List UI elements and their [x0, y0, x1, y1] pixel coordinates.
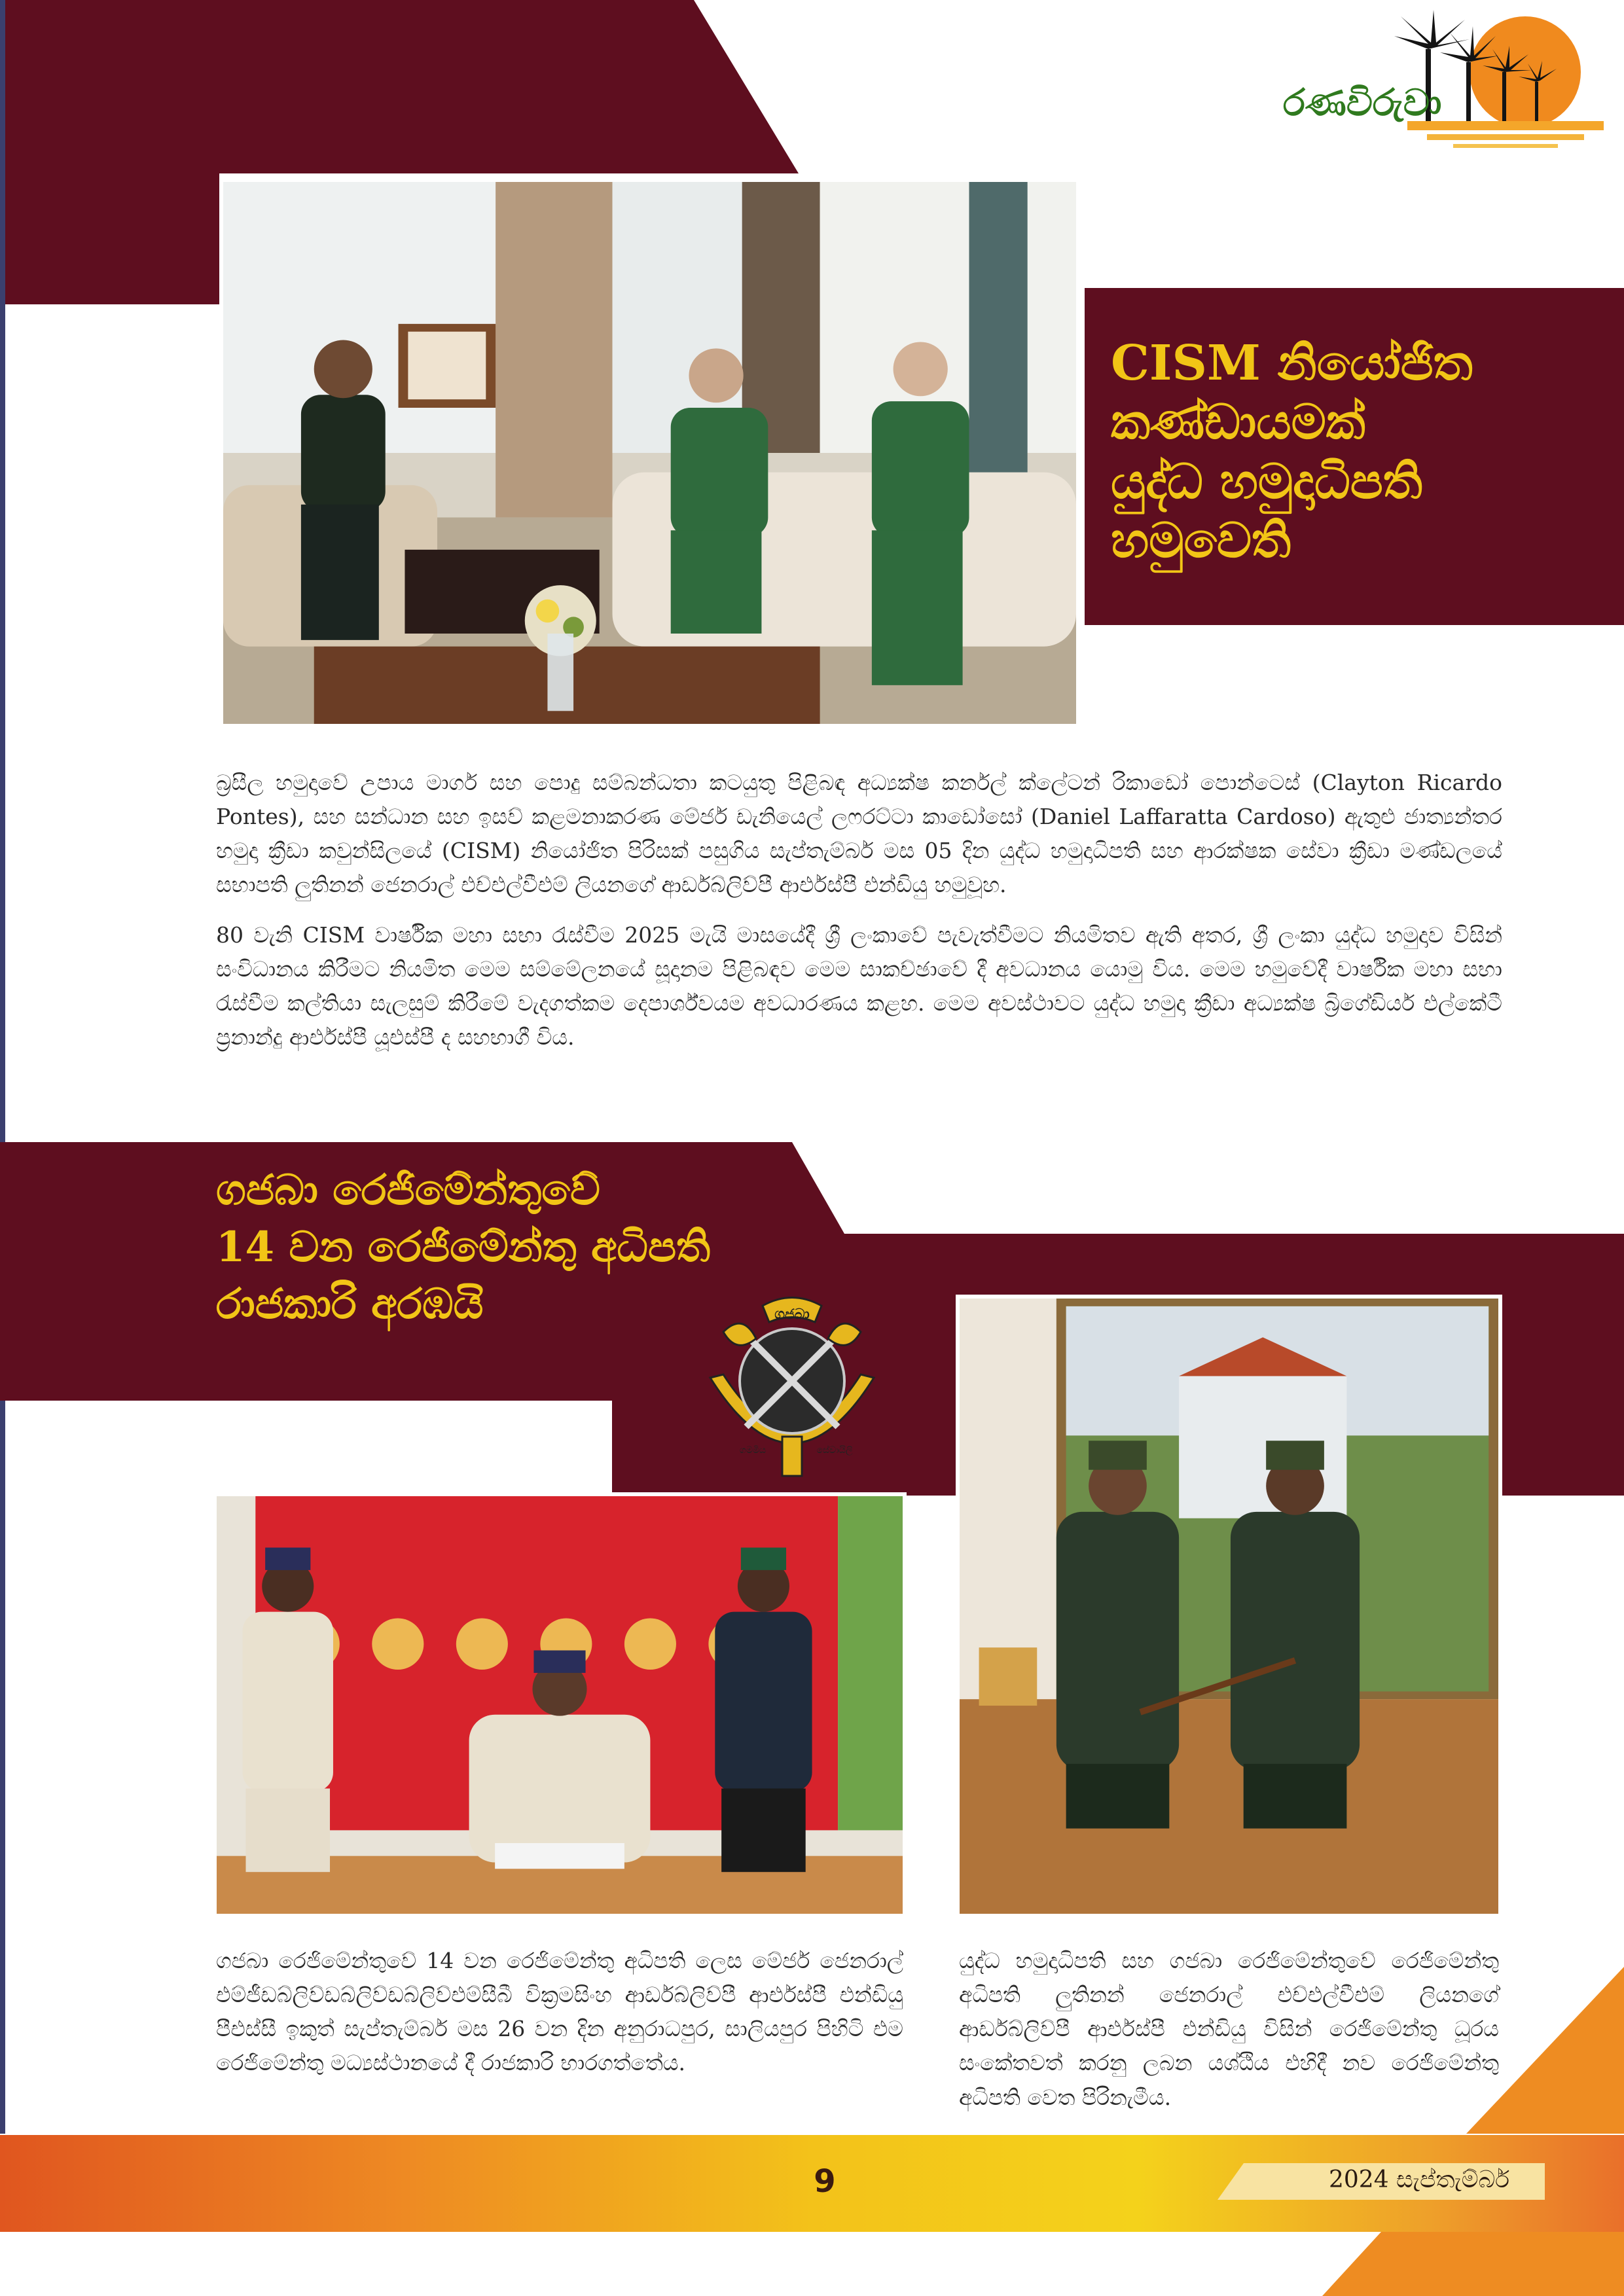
page-number: 9 — [814, 2163, 836, 2200]
magazine-logo — [1283, 10, 1604, 160]
left-edge-stripe — [0, 0, 5, 2134]
story2-title-line: ගජබා රෙජිමේන්තුවේ — [216, 1166, 600, 1215]
cism-meeting-photo — [219, 178, 1080, 728]
story1-paragraph: බ්‍රසීල හමුදාවේ උපාය මාර්ග සහ පොදු සම්බන්ධතා කටයුතු පිළිබඳ අධ්‍යක්ෂ කර්නල් ක්ලේටන් රිකාඩෝ පොන්ටෙස් (Clayton Ricardo Pontes), සහ සන්ධාන සහ ඉසව් කළමනාකරණ මේජර් ඩැනියෙල් ලෆරට්ටා කාඩෝසෝ (Daniel Laffaratta Cardoso) ඇතුළු ජාත්‍යන්තර හමුදා ක්‍රීඩා කවුන්සිලයේ (CISM) නියෝජිත පිරිසක් පසුගිය සැප්තැම්බර් මස 05 දින යුද්ධ හමුදාධිපති සහ ආරක්ෂක සේවා ක්‍රීඩා මණ්ඩලයේ සභාපති ලුතිනන් ජෙනරාල් එච්එල්වීඑම් ලියනගේ ආර්ඩබ්ලිව්පී ආර්එස්පී එන්ඩියු හමුවූහ. — [216, 770, 1502, 898]
caption-left-text: ගජබා රෙජිමේන්තුවේ 14 වන රෙජිමේන්තු අධිපති ලෙස මේජර් ජෙනරාල් එම්ජීඩබ්ලිව්ඩබ්ලිව්ඩබ්ලිව්එම්සීබී වික්‍රමසිංහ ආර්ඩබ්ලිව්පී ආර්එස්පී එන්ඩියු පීඑස්සී ඉකුත් සැප්තැම්බර් මස 26 වන දින අනුරාධපුර, සාලියපුර පිහිටි එම රෙජිමේන්තු මධ්‍යස්ථානයේ දී රාජකාරි භාරගත්තේය. — [216, 1948, 903, 2076]
emblem-right-text: සේවායිලි — [816, 1445, 853, 1456]
story1-paragraph: 80 වැනි CISM වාර්ෂික මහා සභා රැස්වීම 2025 මැයි මාසයේදී ශ්‍රී ලංකාවේ පැවැත්වීමට නියමිතව ඇති අතර, ශ්‍රී ලංකා යුද්ධ හමුදාව විසින් සංවිධානය කිරීමට නියමිත මෙම සම්මේලනයේ සූදානම පිළිබඳව මෙම සාකච්ඡාවේ දී අවධානය යොමු විය. මෙම හමුවේදී වාර්ෂික මහා සභා රැස්වීම කල්තියා සැලසුම් කිරීමේ වැදගත්කම දෙපාර්ශ්වයම අවධාරණය කළහ. මෙම අවස්ථාවට යුද්ධ හමුදා ක්‍රීඩා අධ්‍යක්ෂ බ්‍රිගේඩියර් එල්කේටී ප්‍රනාන්දු ආර්එස්පී යූඑස්පී ද සහභාගී විය. — [216, 922, 1502, 1050]
caption-right — [959, 1944, 1499, 2115]
regiment-crest-icon — [697, 1293, 887, 1482]
story2-title-line: 14 වන රෙජිමේන්තු අධිපති — [216, 1223, 711, 1272]
story1-title-box — [1085, 288, 1624, 625]
story1-title — [1111, 334, 1624, 570]
footer-bottom-corner — [1322, 2232, 1624, 2296]
story1-body — [216, 766, 1502, 1054]
emblem-top-text: ගජබා — [774, 1306, 810, 1323]
baton-handover-photo — [956, 1295, 1502, 1918]
regiment-signing-photo — [213, 1492, 907, 1918]
story1-title-line: CISM නියෝජිත — [1111, 335, 1473, 391]
emblem-left-text: ගමමිය — [739, 1445, 767, 1456]
story1-title-line: යුද්ධ හමුදාධිපති — [1111, 453, 1422, 510]
story1-title-line: හමුවෙති — [1111, 512, 1291, 569]
logo-wordmark: රණවිරුවා — [1283, 82, 1442, 124]
caption-right-text: යුද්ධ හමුදාධිපති සහ ගජබා රෙජිමේන්තුවේ රෙජිමේන්තු අධිපති ලුතිනන් ජෙනරාල් එච්එල්වීඑම් ලියනගේ ආර්ඩබ්ලිව්පී ආර්එස්පී එන්ඩියු විසින් රෙජිමේන්තු ධූරය සංකේතවත් කරනු ලබන යශ්ඨිය එහිදී නව රෙජිමේන්තු අධිපති වෙත පිරිනැමීය. — [959, 1948, 1499, 2110]
caption-left — [216, 1944, 903, 2081]
gajaba-regiment-emblem — [697, 1293, 887, 1482]
issue-date: 2024 සැප්තැම්බර් — [1329, 2166, 1510, 2193]
story1-title-line: කණ්ඩායමක් — [1111, 394, 1365, 451]
story2-title-line: රාජකාරි අරඹයි — [216, 1280, 484, 1329]
